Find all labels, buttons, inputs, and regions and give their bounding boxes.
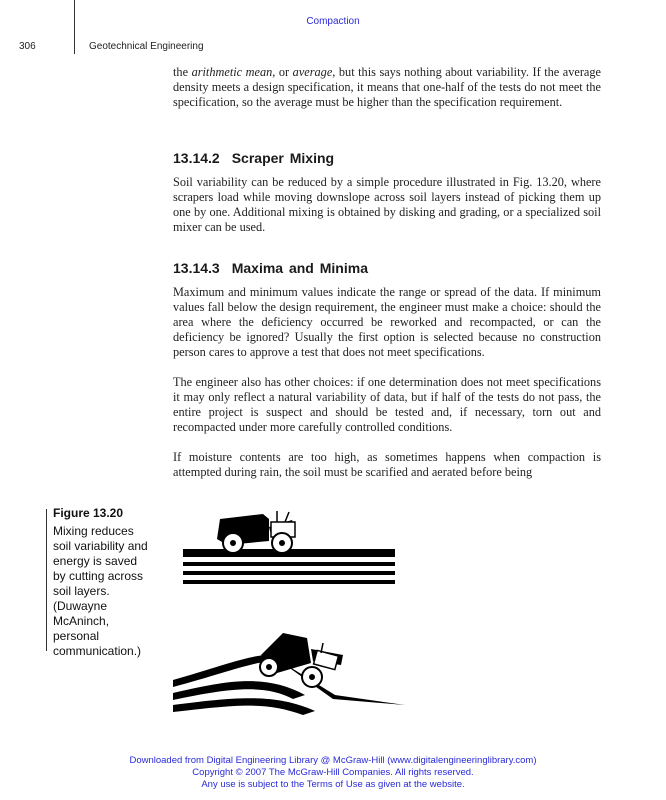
footer-copyright: Copyright © 2007 The McGraw-Hill Companies. All rights reserved.: [192, 767, 474, 778]
paragraph: If moisture contents are too high, as sometimes happens when compaction is attempted during rain, the soil must be scarified and aerated before being: [173, 450, 601, 479]
paragraph: Soil variability can be reduced by a simple procedure illustrated in Fig. 13.20, where scrapers load while moving downslope across soil layers instead of picking them up one by one. Additional mixing is obtained by disking and grading, or a specialized soil mixer can be used.: [173, 175, 601, 234]
intro-block: [173, 65, 601, 110]
figure-caption-text: Mixing reduces soil variability and energy is saved by cutting across soil layers. (Duwayne McAninch, personal communication.): [53, 524, 148, 658]
soil-layer: [183, 562, 395, 566]
figure-caption: [53, 506, 163, 659]
section-number: 13.14.2: [173, 150, 220, 166]
cab-post: [285, 512, 289, 522]
section-title: Maxima and Minima: [231, 260, 368, 276]
section-maxima-minima-text-2: [173, 375, 601, 435]
section-scraper-mixing: [173, 150, 601, 166]
section-maxima-minima-text: [173, 285, 601, 360]
soil-layer: [183, 580, 395, 584]
wheel-hub: [266, 664, 272, 670]
book-title: Geotechnical Engineering: [89, 41, 204, 52]
section-heading: [173, 260, 601, 276]
footer: [0, 755, 666, 791]
footer-terms[interactable]: Any use is subject to the Terms of Use as given at the website.: [201, 779, 465, 790]
header-rule: [74, 0, 75, 54]
figure-label: Figure 13.20: [53, 506, 124, 520]
section-number: 13.14.3: [173, 260, 220, 276]
footer-download-link[interactable]: Downloaded from Digital Engineering Library @ McGraw-Hill (www.digitalengineeringlibrary.com): [129, 755, 537, 766]
figure-caption-rule: [46, 509, 47, 651]
wheel-hub: [230, 540, 236, 546]
tractor-cab: [314, 650, 339, 669]
page-number: 306: [19, 41, 36, 52]
running-head: Compaction: [306, 16, 360, 27]
section-maxima-minima-text-3: [173, 450, 601, 480]
paragraph: The engineer also has other choices: if one determination does not meet specifications it may only reflect a natural variability of data, but if half of the tests do not pass, the entire project is suspect and should be tested and, if necessary, torn out and recompacted under more carefully controlled conditions.: [173, 375, 601, 434]
scraper-downslope: [173, 633, 405, 715]
section-scraper-mixing-text: [173, 175, 601, 235]
scraper-mixing-illustration: [165, 505, 405, 720]
scraper-level-ground: [183, 511, 395, 584]
wheel-hub: [309, 674, 315, 680]
term-average: average: [292, 65, 333, 79]
section-heading: [173, 150, 601, 166]
soil-layer-sloped: [173, 681, 305, 700]
soil-layer-sloped: [173, 698, 315, 715]
intro-paragraph: the arithmetic mean, or average, but this says nothing about variability. If the average density meets a design specification, it means that one-half of the tests do not meet the specification, so the average must be higher than the specification requirement.: [173, 65, 601, 109]
term-arithmetic-mean: arithmetic mean: [191, 65, 273, 79]
wheel-hub: [279, 540, 285, 546]
section-maxima-minima: [173, 260, 601, 276]
soil-layer: [183, 571, 395, 575]
paragraph: Maximum and minimum values indicate the range or spread of the data. If minimum values fall below the design requirement, the engineer must make a choice: should the area where the deficiency occurred be reworked and recompacted, or can the deficiency be ignored? Usually the first option is selected because no construction person cares to approve a test that does not meet specifications.: [173, 285, 601, 359]
section-title: Scraper Mixing: [231, 150, 335, 166]
